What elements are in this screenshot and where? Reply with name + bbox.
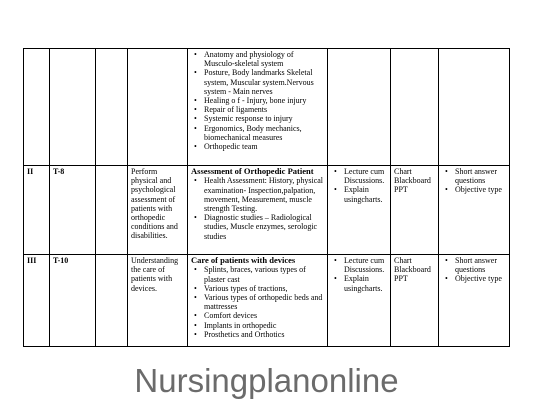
list-item: • Various types of orthopedic beds and mattresses — [204, 293, 324, 311]
list-item: • Health Assessment: History, physical examination- Inspection,palpation, movement, Measurement, muscle strength Testing. — [204, 176, 324, 213]
list-item: • Objective type — [455, 185, 506, 194]
list-item: • Comfort devices — [204, 311, 324, 320]
list-item: • Prosthetics and Orthotics — [204, 330, 324, 339]
objective-cell — [128, 49, 188, 166]
content-cell — [188, 166, 328, 255]
list-item: • Lecture cum Discussions. — [344, 167, 387, 185]
watermark-text: Nursingplanonline — [134, 362, 399, 399]
list-item: • Short answer questions — [455, 256, 506, 274]
list-item: • Short answer questions — [455, 167, 506, 185]
list-item: • Repair of ligaments — [204, 105, 324, 114]
topic-list — [191, 265, 324, 339]
time-cell: T-8 — [50, 166, 96, 255]
aid-item: PPT — [394, 185, 408, 195]
table-row — [24, 166, 510, 255]
table-row — [24, 255, 510, 347]
aid-item: Chart — [394, 167, 412, 176]
methods-list — [331, 256, 387, 293]
methods-cell — [328, 255, 391, 347]
methods-cell — [328, 49, 391, 166]
list-item: • Ergonomics, Body mechanics, biomechanical measures — [204, 124, 324, 142]
list-item: • Implants in orthopedic — [204, 321, 324, 330]
assessment-cell — [439, 166, 510, 255]
spacer-cell — [96, 255, 128, 347]
topic-list — [191, 50, 324, 151]
aid-item: Chart — [394, 256, 412, 265]
list-item: • Splints, braces, various types of plaster cast — [204, 265, 324, 283]
unit-cell: III — [24, 255, 50, 347]
aid-item: Blackboard — [394, 265, 431, 275]
list-item: • Objective type — [455, 274, 506, 283]
aids-cell — [391, 255, 439, 347]
time-cell — [50, 49, 96, 166]
unit-cell: II — [24, 166, 50, 255]
spacer-cell — [96, 49, 128, 166]
topic-title: Assessment of Orthopedic Patient — [191, 166, 314, 176]
methods-list — [331, 167, 387, 204]
assessment-list — [442, 167, 506, 195]
methods-cell — [328, 166, 391, 255]
list-item: • Posture, Body landmarks Skeletal system, Muscular system.Nervous system - Main nerves — [204, 68, 324, 96]
list-item: • Healing o f - Injury, bone injury — [204, 96, 324, 105]
spacer-cell — [96, 166, 128, 255]
aid-item: PPT — [394, 274, 408, 284]
list-item: • Various types of tractions, — [204, 284, 324, 293]
unit-cell — [24, 49, 50, 166]
content-cell — [188, 255, 328, 347]
list-item: • Explain usingcharts. — [344, 185, 387, 203]
list-item: • Diagnostic studies – Radiological studies, Muscle enzymes, serologic studies — [204, 213, 324, 241]
list-item: • Orthopedic team — [204, 142, 324, 151]
list-item: • Explain usingcharts. — [344, 274, 387, 292]
table-row — [24, 49, 510, 166]
objective-cell: Understanding the care of patients with devices. — [128, 255, 188, 347]
assessment-cell — [439, 255, 510, 347]
aid-item: Blackboard — [394, 176, 431, 186]
objective-cell: Perform physical and psychological assessment of patients with orthopedic conditions and disabilities. — [128, 166, 188, 255]
topic-title: Care of patients with devices — [191, 255, 296, 265]
aids-cell — [391, 166, 439, 255]
assessment-cell — [439, 49, 510, 166]
content-cell — [188, 49, 328, 166]
topic-list — [191, 176, 324, 240]
syllabus-table — [23, 48, 510, 347]
aids-cell — [391, 49, 439, 166]
list-item: • Anatomy and physiology of Musculo-skeletal system — [204, 50, 324, 68]
list-item: • Systemic response to injury — [204, 114, 324, 123]
list-item: • Lecture cum Discussions. — [344, 256, 387, 274]
time-cell: T-10 — [50, 255, 96, 347]
assessment-list — [442, 256, 506, 284]
